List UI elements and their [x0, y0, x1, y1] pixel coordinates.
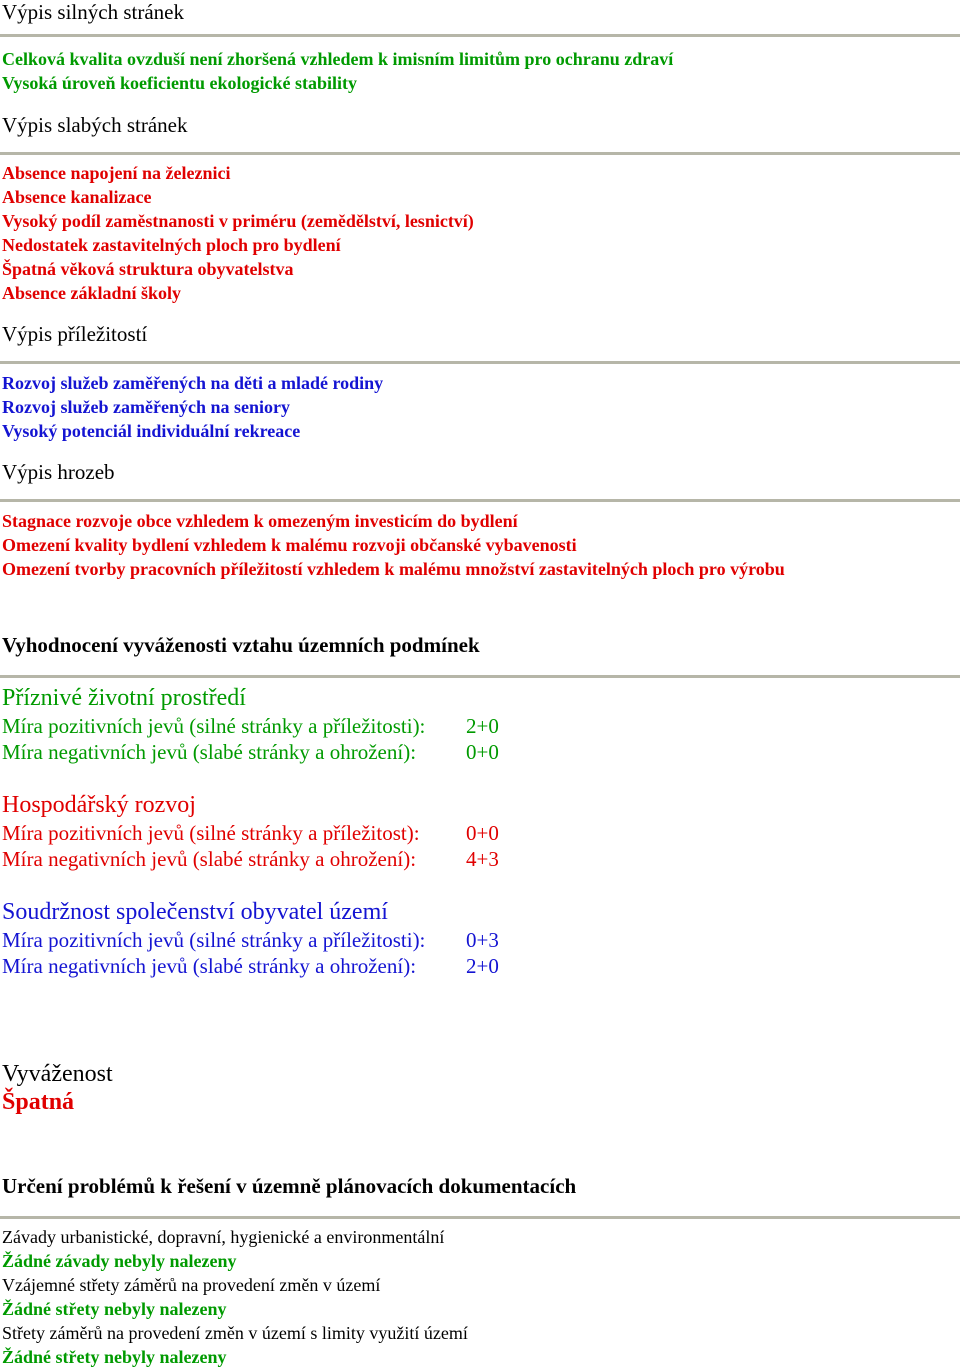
pillar-negative-row [2, 739, 902, 765]
opportunity-item: Rozvoj služeb zaměřených na děti a mladé rodiny [2, 373, 384, 393]
divider [0, 499, 960, 502]
strengths-heading: Výpis silných stránek [2, 0, 184, 24]
positive-label: Míra pozitivních jevů (silné stránky a příležitosti): [2, 928, 426, 952]
pillar-title-economy: Hospodářský rozvoj [2, 792, 196, 818]
strength-item: Vysoká úroveň koeficientu ekologické stability [2, 73, 358, 93]
divider [0, 34, 960, 37]
negative-label: Míra negativních jevů (slabé stránky a ohrožení): [2, 847, 417, 871]
pillar-negative-row [2, 846, 902, 872]
threat-item: Omezení tvorby pracovních příležitostí vzhledem k malému množství zastavitelných ploch pro výrobu [2, 559, 785, 579]
problems-heading: Určení problémů k řešení v územně plánovacích dokumentacích [2, 1174, 577, 1198]
balance-value: Špatná [2, 1089, 75, 1115]
negative-value: 4+3 [466, 847, 499, 871]
positive-label: Míra pozitivních jevů (silné stránky a příležitosti): [2, 714, 426, 738]
opportunity-item: Rozvoj služeb zaměřených na seniory [2, 397, 290, 417]
threat-item: Stagnace rozvoje obce vzhledem k omezeným investicím do bydlení [2, 511, 518, 531]
negative-label: Míra negativních jevů (slabé stránky a ohrožení): [2, 954, 417, 978]
opportunity-item: Vysoký potenciál individuální rekreace [2, 421, 301, 441]
problem-result: Žádné střety nebyly nalezeny [2, 1347, 227, 1367]
problem-label: Střety záměrů na provedení změn v území s limity využití území [2, 1323, 468, 1343]
problem-result: Žádné střety nebyly nalezeny [2, 1299, 227, 1319]
positive-label: Míra pozitivních jevů (silné stránky a příležitost): [2, 821, 420, 845]
problem-label: Závady urbanistické, dopravní, hygienické a environmentální [2, 1227, 445, 1247]
divider [0, 1216, 960, 1219]
negative-value: 2+0 [466, 954, 499, 978]
problem-result: Žádné závady nebyly nalezeny [2, 1251, 237, 1271]
pillar-positive-row [2, 927, 902, 953]
pillar-title-environment: Příznivé životní prostředí [2, 685, 246, 711]
pillar-negative-row [2, 953, 902, 979]
evaluation-heading: Vyhodnocení vyváženosti vztahu územních podmínek [2, 633, 480, 657]
divider [0, 675, 960, 678]
weakness-item: Absence základní školy [2, 283, 182, 303]
positive-value: 2+0 [466, 714, 499, 738]
opportunities-heading: Výpis příležitostí [2, 322, 148, 346]
weakness-item: Špatná věková struktura obyvatelstva [2, 259, 294, 279]
negative-value: 0+0 [466, 740, 499, 764]
negative-label: Míra negativních jevů (slabé stránky a ohrožení): [2, 740, 417, 764]
threat-item: Omezení kvality bydlení vzhledem k malému rozvoji občanské vybavenosti [2, 535, 577, 555]
positive-value: 0+0 [466, 821, 499, 845]
weakness-item: Vysoký podíl zaměstnanosti v priméru (zemědělství, lesnictví) [2, 211, 474, 231]
weaknesses-heading: Výpis slabých stránek [2, 113, 188, 137]
positive-value: 0+3 [466, 928, 499, 952]
divider [0, 361, 960, 364]
threats-heading: Výpis hrozeb [2, 460, 115, 484]
weakness-item: Nedostatek zastavitelných ploch pro bydlení [2, 235, 341, 255]
pillar-title-cohesion: Soudržnost společenství obyvatel území [2, 899, 388, 925]
problem-label: Vzájemné střety záměrů na provedení změn v území [2, 1275, 381, 1295]
pillar-positive-row [2, 820, 902, 846]
divider [0, 152, 960, 155]
balance-label: Vyváženost [2, 1061, 113, 1087]
weakness-item: Absence kanalizace [2, 187, 152, 207]
pillar-positive-row [2, 713, 902, 739]
strength-item: Celková kvalita ovzduší není zhoršená vzhledem k imisním limitům pro ochranu zdraví [2, 49, 674, 69]
weakness-item: Absence napojení na železnici [2, 163, 231, 183]
